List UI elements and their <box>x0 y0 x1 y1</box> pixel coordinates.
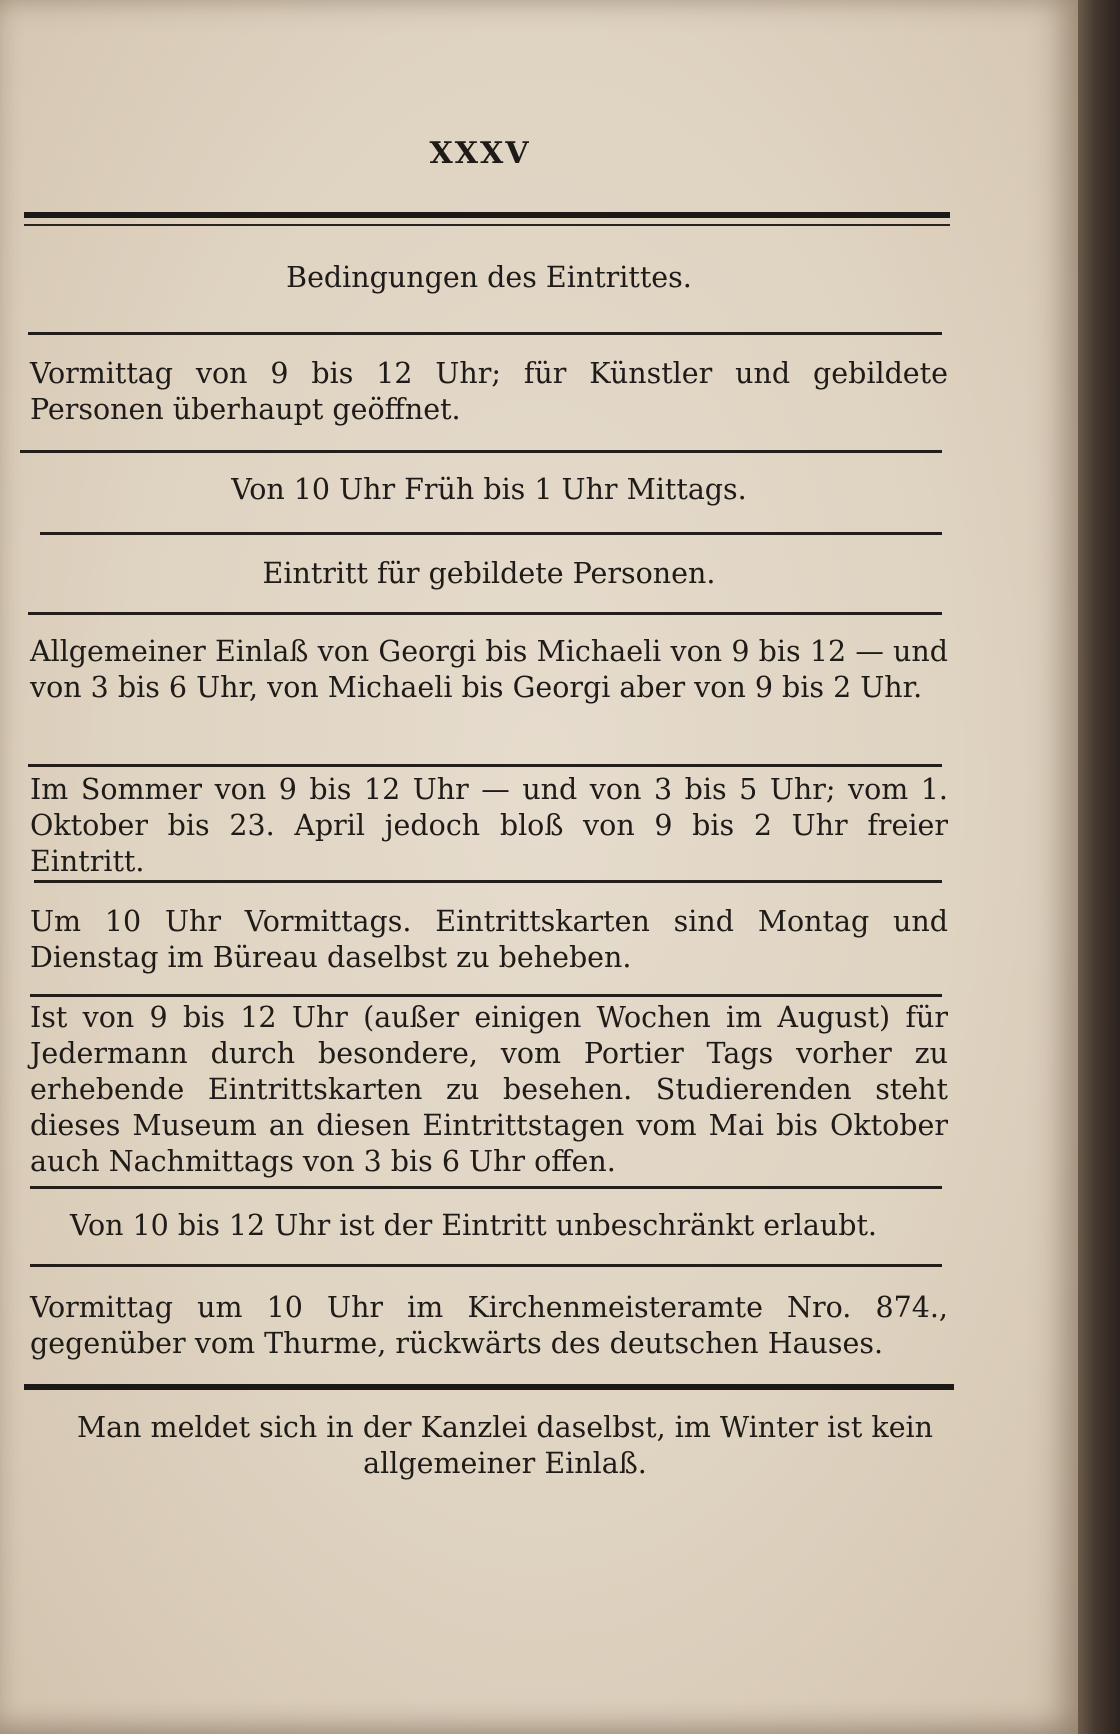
entry-text: Vormittag um 10 Uhr im Kirchenmeisteramte Nro. 874., gegenüber vom Thurme, rückwärts des deutschen Hauses. <box>30 1291 948 1360</box>
entry-text: Ist von 9 bis 12 Uhr (außer einigen Wochen im August) für Jedermann durch besondere, vom Portier Tags vorher zu erhebende Eintrittskarten zu besehen. Studierenden steht dieses Museum an diesen Eintrittstagen vom Mai bis Oktober auch Nachmittags von 3 bis 6 Uhr offen. <box>30 1001 948 1178</box>
entry-text: Eintritt für gebildete Personen. <box>262 557 716 590</box>
column-heading: Bedingungen des Eintrittes. <box>286 261 692 294</box>
entry-text: Von 10 Uhr Früh bis 1 Uhr Mittags. <box>231 473 747 506</box>
divider-rule <box>30 1186 942 1189</box>
divider-rule <box>28 764 942 767</box>
divider-rule <box>28 612 942 615</box>
top-rule <box>24 212 950 218</box>
entry-text: Von 10 bis 12 Uhr ist der Eintritt unbeschränkt erlaubt. <box>70 1209 877 1242</box>
entry-text: Man meldet sich in der Kanzlei daselbst, im Winter ist kein allgemeiner Einlaß. <box>76 1411 934 1480</box>
entry-text: Um 10 Uhr Vormittags. Eintrittskarten sind Montag und Dienstag im Büreau daselbst zu beheben. <box>30 905 948 974</box>
divider-rule <box>28 332 942 335</box>
bottom-rule <box>24 1384 954 1390</box>
divider-rule <box>20 450 942 453</box>
entry-text: Im Sommer von 9 bis 12 Uhr — und von 3 bis 5 Uhr; vom 1. Oktober bis 23. April jedoch bloß von 9 bis 2 Uhr freier Eintritt. <box>30 773 948 878</box>
page-number: XXXV <box>429 136 531 171</box>
page-edge <box>1078 0 1120 1734</box>
top-rule-secondary <box>24 224 950 226</box>
divider-rule <box>30 1264 942 1267</box>
entry-text: Allgemeiner Einlaß von Georgi bis Michaeli von 9 bis 12 — und von 3 bis 6 Uhr, von Michaeli bis Georgi aber von 9 bis 2 Uhr. <box>30 635 948 704</box>
divider-rule <box>34 880 942 883</box>
divider-rule <box>40 532 942 535</box>
entry-text: Vormittag von 9 bis 12 Uhr; für Künstler und gebildete Personen überhaupt geöffnet. <box>30 357 948 426</box>
divider-rule <box>30 994 942 997</box>
